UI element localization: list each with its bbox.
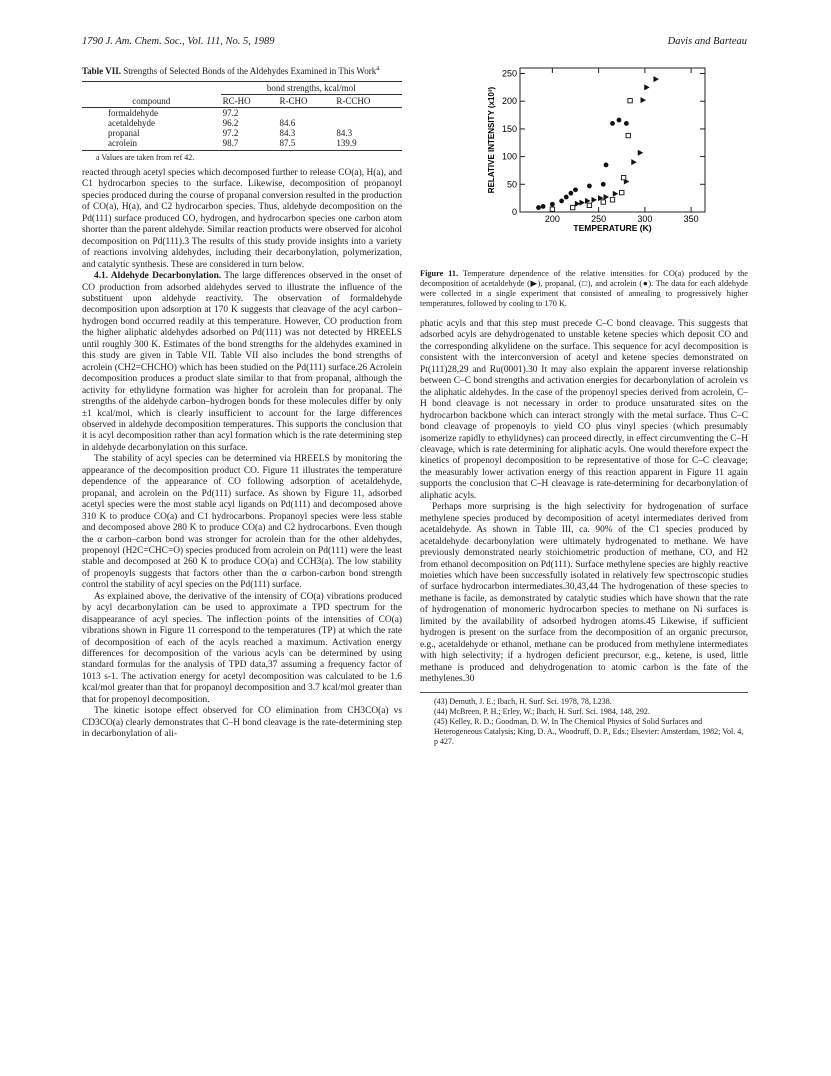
table-cell: [334, 108, 402, 119]
table-cell: 87.5: [279, 138, 296, 148]
table-cell: acrolein: [108, 138, 137, 148]
section-title: 4.1. Aldehyde Decarbonylation.: [94, 271, 222, 282]
acrolein-point: [568, 191, 573, 196]
paragraph: As explained above, the derivative of the intensity of CO(a) vibrations produced by acyl decarbonylation can be used to approximate a TPD spectrum for the disappearance of acyl species. The inflection points of the intensities of CO(a) vibrations shown in Figure 11 correspond to the temperatures (TP) at which the rate of decomposition of each of the acyls reached a maximum. Activation energy differences for decomposition of the various acyls can be determined by using standard formulas for the analysis of TPD data,37 assuming a frequency factor of 1013 s-1. The activation energy for acetyl decomposition was calculated to be 1.6 kcal/mol greater than that for propanoyl decomposition and 3.7 kcal/mol greater than that for propenoyl decomposition.: [82, 591, 402, 705]
acrolein-point: [541, 204, 546, 209]
acrolein-point: [604, 163, 609, 168]
y-axis-label: RELATIVE INTENSITY (x10³): [487, 86, 496, 194]
x-tick-label: 250: [591, 214, 607, 224]
plot-frame: [520, 68, 705, 212]
table-cell: [334, 118, 402, 128]
table-cell: 84.6: [279, 118, 296, 128]
right-column: [420, 62, 748, 747]
table-footnote: a Values are taken from ref 42.: [96, 153, 195, 162]
propanal-point: [550, 207, 554, 211]
y-tick-label: 0: [511, 207, 517, 217]
acrolein-point: [550, 202, 555, 207]
x-tick-label: 300: [637, 214, 653, 224]
figure-label: Figure 11.: [420, 269, 459, 278]
table-row: [82, 128, 402, 138]
acetaldehyde-point: [653, 76, 659, 82]
acrolein-point: [587, 184, 592, 189]
propanal-point: [610, 198, 614, 202]
paragraph-text: The large differences observed in the onset of CO production from adsorbed aldehydes served to illustrate the influence of the substituent upon aldehyde reactivity. The observation of formaldehyde decomposition upon adsorption at 170 K suggests that cleavage of the acyl carbon–hydrogen bond occurred readily at this temperature. However, CO production from the higher aliphatic aldehydes adsorbed on Pd(111) was not detected by HREELS until roughly 300 K. Estimates of the bond strengths for the aldehydes examined in this study are given in Table VII. Table VII also includes the bond strengths of acrolein (CH2=CHCHO) which has been studied on the Pd(111) surface.26 Acrolein decomposition produces a product slate similar to that from propanal, although the activity for ethylidyne formation was higher for acrolein than for propanal. The strengths of the aldehyde carbon–hydrogen bonds for these molecules differ by only ±1 kcal/mol, which is clearly insufficient to account for the large differences observed in aldehyde decomposition temperatures. This supports the conclusion that it is acyl decomposition rather than acyl formation which is the rate determining step in aldehyde decarbonylation on this surface.: [82, 271, 402, 453]
acrolein-point: [617, 118, 622, 123]
table-title: Strengths of Selected Bonds of the Aldehydes Examined in This Work: [123, 66, 377, 76]
acetaldehyde-point: [641, 97, 647, 103]
paragraph: Perhaps more surprising is the high selectivity for hydrogenation of surface methylene species produced by decomposition of acetyl intermediates derived from acetaldehyde. As shown in Table III, ca. 90% of the C1 species produced by acetaldehyde decarbonylation were ultimately hydrogenated to methane. We have previously demonstrated nearly stoichiometric production of methane, CO, and H2 from ethanol decomposition on Pd(111). Surface methylene species are highly reactive moieties which have been successfully isolated in relatively few spectroscopic studies of surface hydrocarbon intermediates.30,43,44 The hydrogenation of these species to methane is facile, as demonstrated by catalytic studies which have shown that the rate of hydrogenation of monomeric hydrocarbon species to methane on Ni surfaces is limited by the availability of adsorbed hydrogen atoms.45 Likewise, if sufficient hydrogen is present on the surface from the decomposition of an organic precursor, e.g., acetaldehyde or ethanol, methane can be produced from methylene intermediates with high selectivity; if a hydrogen deficient precursor, e.g., ketene, is used, little methane is produced and dehydrogenation to atomic carbon is the fate of the methylenes.30: [420, 502, 748, 685]
acetaldehyde-point: [592, 197, 598, 203]
table-cell: 96.2: [222, 118, 239, 128]
column-header: R-CCHO: [336, 96, 371, 106]
table-cell: 97.2: [222, 128, 239, 138]
bond-strength-table: [82, 81, 402, 151]
acetaldehyde-point: [579, 200, 585, 206]
authors: Davis and Barteau: [667, 36, 747, 47]
intensity-chart: [420, 62, 748, 267]
body-text-right: [420, 319, 748, 686]
propanal-point: [626, 133, 630, 137]
table-row: [82, 108, 402, 119]
table-row: [82, 138, 402, 148]
span-header: bond strengths, kcal/mol: [221, 82, 402, 95]
paragraph: [82, 271, 402, 454]
propanal-point: [587, 203, 591, 207]
body-text-left: [82, 168, 402, 741]
column-header: R-CHO: [279, 96, 308, 106]
table-cell: 84.3: [279, 128, 296, 138]
acetaldehyde-point: [613, 191, 619, 197]
paragraph: The kinetic isotope effect observed for CO elimination from CH3CO(a) vs CD3CO(a) clearly demonstrates that C–H bond cleavage is the rate-determining step in decarbonylation of ali-: [82, 706, 402, 740]
acrolein-point: [624, 121, 629, 126]
table-cell: 98.7: [222, 138, 239, 148]
table-cell: propanal: [108, 128, 140, 138]
table-caption-note: a: [376, 63, 380, 72]
journal-citation: 1790 J. Am. Chem. Soc., Vol. 111, No. 5, 1989: [82, 36, 275, 47]
acetaldehyde-point: [638, 150, 644, 156]
figure-11: [420, 62, 748, 267]
left-column: [82, 62, 402, 741]
acrolein-point: [559, 199, 564, 204]
table-label: Table VII.: [82, 66, 122, 76]
table-cell: 139.9: [336, 138, 357, 148]
acrolein-point: [601, 182, 606, 187]
propanal-point: [601, 200, 605, 204]
reference: (43) Demuth, J. E.; Ibach, H. Surf. Sci. 1978, 78, L238.: [434, 696, 612, 706]
propanal-point: [571, 205, 575, 209]
table-cell: 84.3: [336, 128, 353, 138]
figure-caption: [420, 269, 748, 309]
table-cell: 97.2: [222, 108, 239, 118]
references: [420, 692, 748, 747]
reference: (45) Kelley, R. D.; Goodman, D. W. In The Chemical Physics of Solid Surfaces and Heterogeneous Catalysis; King, D. A., Woodruff, D. P., Eds.; Elsevier: Amsterdam, 1982; Vol. 4, p 427.: [434, 716, 744, 746]
paragraph: reacted through acetyl species which decomposed further to release CO(a), H(a), and C1 hydrocarbon species to the surface. Likewise, decomposition of propanoyl species produced during the course of propanal conversion resulted in the production of CO(a), H(a), and C2 hydrocarbon species. Thus, aldehyde decomposition on the Pd(111) surface produced CO, hydrogen, and hydrocarbon species one carbon atom shorter than the parent aldehyde. Similar reaction products were observed for alcohol decomposition on Pd(111).3 The results of this study provide insights into a variety of reactions involving aldehydes, including their decarbonylation, polymerization, and catalytic synthesis. These are considered in turn below.: [82, 168, 402, 270]
column-header: RC-HO: [222, 96, 251, 106]
acrolein-point: [610, 121, 615, 126]
acrolein-point: [564, 195, 569, 200]
acetaldehyde-point: [631, 159, 637, 165]
acrolein-point: [536, 205, 541, 210]
paragraph: phatic acyls and that this step must precede C–C bond cleavage. This suggests that adsorbed acyls are dehydrogenated to unstable ketene species which deposit CO and the corresponding alkylidene on the surface. This sequence for acyl decomposition is consistent with the interconversion of acetyl and ketene species demonstrated on Pt(111)28,29 and Ru(0001).30 It may also explain the apparent inverse relationship between C–C bond strengths and activation energies for decarbonylation of acrolein vs the aliphatic aldehydes. In the case of the propenoyl species derived from acrolein, C–H bond cleavage is not necessary in order to produce unsaturated sites on the hydrocarbon backbone which can interact strongly with the metal surface. Thus C–C bond cleavage of propenoyls to yield CO plus vinyl species (which presumably isomerize rapidly to ethylidynes) can proceed directly, in effect circumventing the C–H cleavage, which is rate determining for aliphatic acyls. One would therefore expect the kinetics of propenoyl decomposition to be representative of those for C–C cleavage; the measurably lower activation energy of this reaction apparent in Figure 11 again supports the conclusion that C–H cleavage is rate-determining for decarbonylation of aliphatic acyls.: [420, 319, 748, 501]
acetaldehyde-point: [644, 84, 650, 90]
y-tick-label: 100: [501, 151, 517, 162]
y-tick-label: 250: [501, 68, 517, 79]
table-row: [82, 118, 402, 128]
table-caption: [82, 62, 402, 77]
acetaldehyde-point: [604, 194, 610, 200]
propanal-point: [620, 190, 624, 194]
acrolein-point: [573, 187, 578, 192]
y-tick-label: 150: [501, 123, 517, 134]
y-tick-label: 50: [506, 179, 517, 190]
running-header: [82, 36, 747, 52]
table-cell: [278, 108, 335, 119]
table-cell: acetaldehyde: [108, 118, 155, 128]
y-tick-label: 200: [501, 96, 517, 107]
x-tick-label: 350: [683, 214, 699, 224]
reference: (44) McBreen, P. H.; Erley, W.; Ibach, H. Surf. Sci. 1984, 148, 292.: [434, 706, 650, 716]
propanal-point: [628, 98, 632, 102]
column-header: compound: [132, 95, 171, 106]
paragraph: The stability of acyl species can be determined via HREELS by monitoring the appearance of the decomposition product CO. Figure 11 illustrates the temperature dependence of the appearance of CO following adsorption of acetaldehyde, propanal, and acrolein on the Pd(111) surface. As shown by Figure 11, adsorbed acetyl species were the most stable acyl ligands on Pd(111) and decomposed above 310 K to produce CO(a) and C1 hydrocarbons. Propanoyl species were less stable and decomposed above 280 K to produce CO(a) and C2 hydrocarbons. Even though the α carbon–carbon bond was stronger for acrolein than for the other aldehydes, propenoyl (H2C=CHC=O) species produced from acrolein on Pd(111) were the least stable and decomposed at 260 K to produce CO(a) and CCH3(a). The low stability of propenoyls suggests that factors other than the α carbon-carbon bond strength control the stability of acyl species on the Pd(111) surface.: [82, 454, 402, 591]
x-axis-label: TEMPERATURE (K): [573, 223, 652, 233]
figure-caption-text: Temperature dependence of the relative intensities for CO(a) produced by the decomposition of acetaldehyde (▶), propanal, (□), and acrolein (●). The data for each aldehyde were collected in a single experiment that consisted of annealing to progressively higher temperatures, followed by cooling to 170 K.: [420, 269, 748, 308]
x-tick-label: 200: [544, 214, 560, 224]
propanal-point: [621, 175, 625, 179]
table-cell: formaldehyde: [108, 108, 158, 118]
